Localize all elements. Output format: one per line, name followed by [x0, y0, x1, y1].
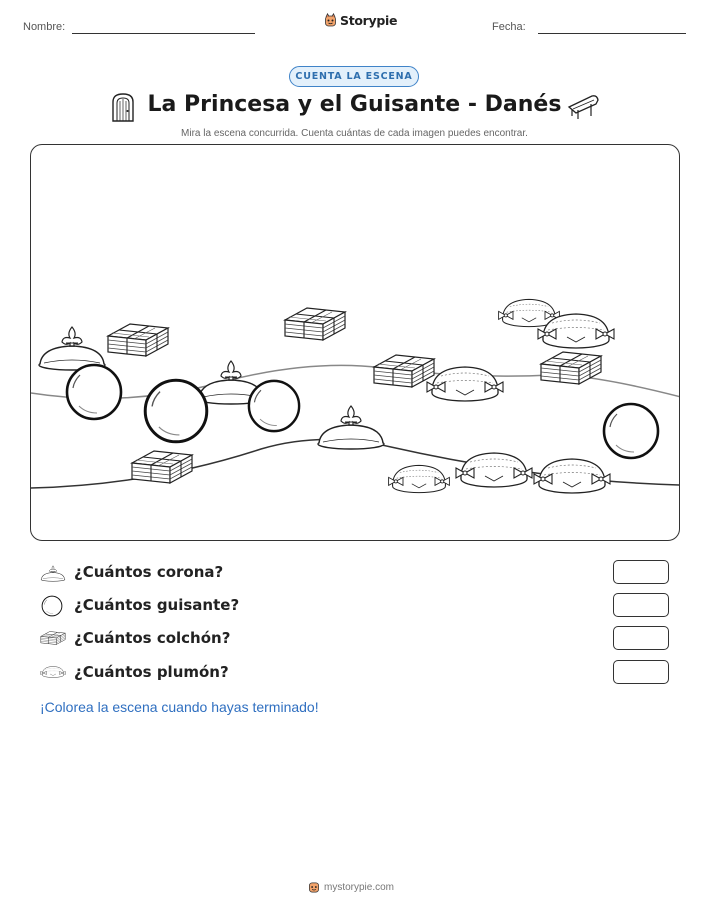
page-title: La Princesa y el Guisante - Danés	[147, 92, 562, 117]
page-subtitle: Mira la escena concurrida. Cuenta cuántas de cada imagen puedes encontrar.	[181, 128, 528, 139]
question-text: ¿Cuántos guisante?	[74, 596, 240, 614]
scene-duvet[interactable]	[389, 465, 450, 492]
question-pea	[40, 593, 670, 619]
brand-name: Storypie	[340, 13, 398, 28]
question-crown	[40, 560, 670, 586]
answer-box-pea[interactable]	[613, 593, 669, 617]
mattress-icon	[40, 628, 66, 648]
name-label: Nombre:	[23, 21, 66, 33]
pea-icon	[40, 595, 64, 617]
footer-url[interactable]: mystorypie.com	[324, 881, 395, 893]
storypie-mascot-icon	[324, 13, 337, 28]
closing-instruction: ¡Colorea la escena cuando hayas terminado!	[40, 699, 319, 715]
storypie-mascot-icon	[308, 880, 320, 894]
scene-mattress[interactable]	[285, 308, 345, 340]
scene-pea[interactable]	[67, 365, 121, 419]
name-line[interactable]	[72, 33, 255, 34]
brand-logo	[324, 13, 397, 28]
activity-badge: CUENTA LA ESCENA	[289, 66, 419, 87]
question-text: ¿Cuántos corona?	[74, 563, 224, 581]
scene-duvet[interactable]	[427, 367, 503, 401]
scene-mattress[interactable]	[108, 324, 168, 356]
answer-box-duvet[interactable]	[613, 660, 669, 684]
question-text: ¿Cuántos colchón?	[74, 629, 231, 647]
scene-pea[interactable]	[145, 380, 207, 442]
scene-duvet[interactable]	[456, 453, 532, 487]
scene-duvet[interactable]	[534, 459, 610, 493]
date-label: Fecha:	[492, 21, 526, 33]
question-mattress	[40, 626, 670, 652]
scene-panel[interactable]	[30, 144, 680, 541]
crown-icon	[40, 562, 66, 584]
date-line[interactable]	[538, 33, 686, 34]
scene-mattress[interactable]	[132, 451, 192, 483]
scene-crown[interactable]	[318, 406, 384, 449]
scene-mattress[interactable]	[374, 355, 434, 387]
answer-box-mattress[interactable]	[613, 626, 669, 650]
piano-icon	[566, 92, 600, 122]
scene-crown[interactable]	[39, 327, 105, 370]
footer	[308, 880, 394, 894]
scene-drawing	[31, 145, 680, 541]
scene-pea[interactable]	[249, 381, 299, 431]
duvet-icon	[40, 662, 66, 682]
scene-mattress[interactable]	[541, 352, 601, 384]
question-duvet	[40, 660, 670, 686]
answer-box-crown[interactable]	[613, 560, 669, 584]
question-text: ¿Cuántos plumón?	[74, 663, 229, 681]
scene-pea[interactable]	[604, 404, 658, 458]
